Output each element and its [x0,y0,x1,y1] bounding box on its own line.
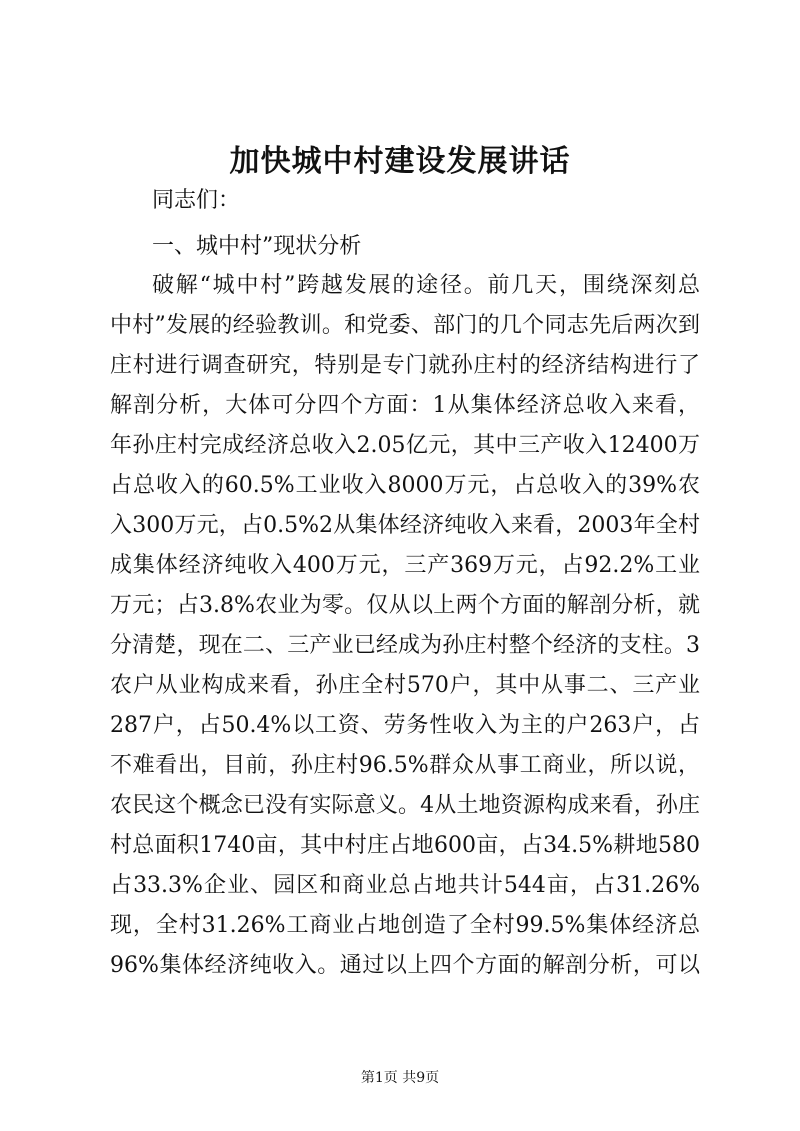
paragraph-line: 万元；占3.8%农业为零。仅从以上两个方面的解剖分析，就 [110,593,700,618]
paragraph-line: 分清楚，现在二、三产业已经成为孙庄村整个经济的支柱。3 [110,633,700,658]
greeting: 同志们： [152,188,241,213]
paragraph-line: 占总收入的60.5%工业收入8000万元，占总收入的39%农 [110,473,700,498]
paragraph-line: 中村”发展的经验教训。和党委、部门的几个同志先后两次到 [110,313,700,338]
paragraph-line: 占33.3%企业、园区和商业总占地共计544亩，占31.26% [110,873,700,898]
paragraph-line: 农民这个概念已没有实际意义。4从土地资源构成来看，孙庄 [110,793,700,818]
page-number-footer: 第1页 共9页 [360,1070,440,1086]
document-title: 加快城中村建设发展讲话 [229,144,571,179]
paragraph-line: 村总面积1740亩，其中村庄占地600亩，占34.5%耕地580 [110,833,700,858]
paragraph-line: 287户，占50.4%以工资、劳务性收入为主的户263户，占 [110,713,700,738]
paragraph-line: 不难看出，目前，孙庄村96.5%群众从事工商业，所以说， [110,753,700,778]
paragraph-line: 破解“城中村”跨越发展的途径。前几天，围绕深刻总 [152,273,700,298]
paragraph-line: 96%集体经济纯收入。通过以上四个方面的解剖分析，可以 [110,953,700,978]
paragraph-line: 解剖分析，大体可分四个方面：1从集体经济总收入来看， [110,393,700,418]
section-heading: 一、城中村”现状分析 [152,234,362,259]
paragraph-line: 入300万元，占0.5%2从集体经济纯收入来看，2003年全村 [110,513,700,538]
paragraph-line: 庄村进行调查研究，特别是专门就孙庄村的经济结构进行了 [110,353,700,378]
paragraph-line: 农户从业构成来看，孙庄全村570户，其中从事二、三产业 [110,673,700,698]
paragraph-line: 成集体经济纯收入400万元，三产369万元，占92.2%工业 [110,553,700,578]
paragraph-line: 年孙庄村完成经济总收入2.05亿元，其中三产收入12400万 [110,433,700,458]
paragraph-line: 现，全村31.26%工商业占地创造了全村99.5%集体经济总 [110,913,700,938]
